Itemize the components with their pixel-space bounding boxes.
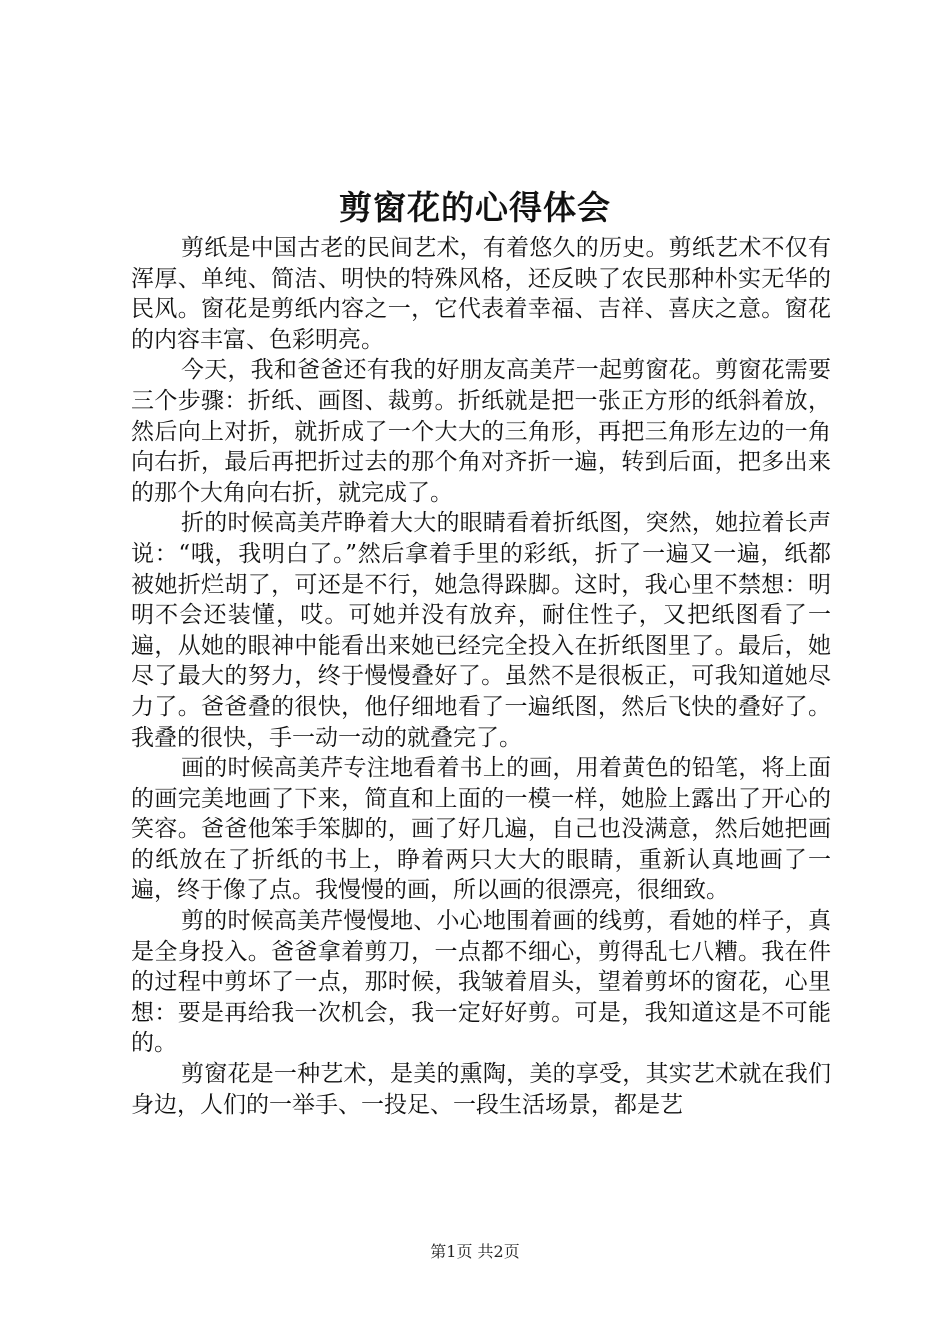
document-title: 剪窗花的心得体会	[339, 188, 611, 227]
paragraph: 剪的时候高美芹慢慢地、小心地围着画的线剪，看她的样子，真是全身投入。爸爸拿着剪刀，一点都不细心，剪得乱七八糟。我在件的过程中剪坏了一点，那时候，我皱着眉头，望着剪坏的窗花，心里想：要是再给我一次机会，我一定好好剪。可是，我知道这是不可能的。	[131, 908, 831, 1057]
document-body	[131, 233, 831, 1120]
page-footer: 第1页 共2页	[430, 1242, 520, 1261]
paragraph: 折的时候高美芹睁着大大的眼睛看着折纸图，突然，她拉着长声说：“哦，我明白了。”然后拿着手里的彩纸，折了一遍又一遍，纸都被她折烂胡了，可还是不行，她急得跺脚。这时，我心里不禁想：明明不会还装懂，哎。可她并没有放弃，耐住性子，又把纸图看了一遍，从她的眼神中能看出来她已经完全投入在折纸图里了。最后，她尽了最大的努力，终于慢慢叠好了。虽然不是很板正，可我知道她尽力了。爸爸叠的很快，他仔细地看了一遍纸图，然后飞快的叠好了。我叠的很快，手一动一动的就叠完了。	[131, 510, 831, 751]
paragraph: 剪窗花是一种艺术，是美的熏陶，美的享受，其实艺术就在我们身边，人们的一举手、一投足、一段生活场景，都是艺	[131, 1061, 831, 1118]
paragraph: 画的时候高美芹专注地看着书上的画，用着黄色的铅笔，将上面的画完美地画了下来，简直和上面的一模一样，她脸上露出了开心的笑容。爸爸他笨手笨脚的，画了好几遍，自己也没满意，然后她把画的纸放在了折纸的书上，睁着两只大大的眼睛，重新认真地画了一遍，终于像了点。我慢慢的画，所以画的很漂亮，很细致。	[131, 755, 831, 904]
paragraph: 剪纸是中国古老的民间艺术，有着悠久的历史。剪纸艺术不仅有浑厚、单纯、简洁、明快的特殊风格，还反映了农民那种朴实无华的民风。窗花是剪纸内容之一，它代表着幸福、吉祥、喜庆之意。窗花的内容丰富、色彩明亮。	[131, 235, 831, 353]
paragraph: 今天，我和爸爸还有我的好朋友高美芹一起剪窗花。剪窗花需要三个步骤：折纸、画图、裁剪。折纸就是把一张正方形的纸斜着放，然后向上对折，就折成了一个大大的三角形，再把三角形左边的一角向右折，最后再把折过去的那个角对齐折一遍，转到后面，把多出来的那个大角向右折，就完成了。	[131, 357, 831, 506]
